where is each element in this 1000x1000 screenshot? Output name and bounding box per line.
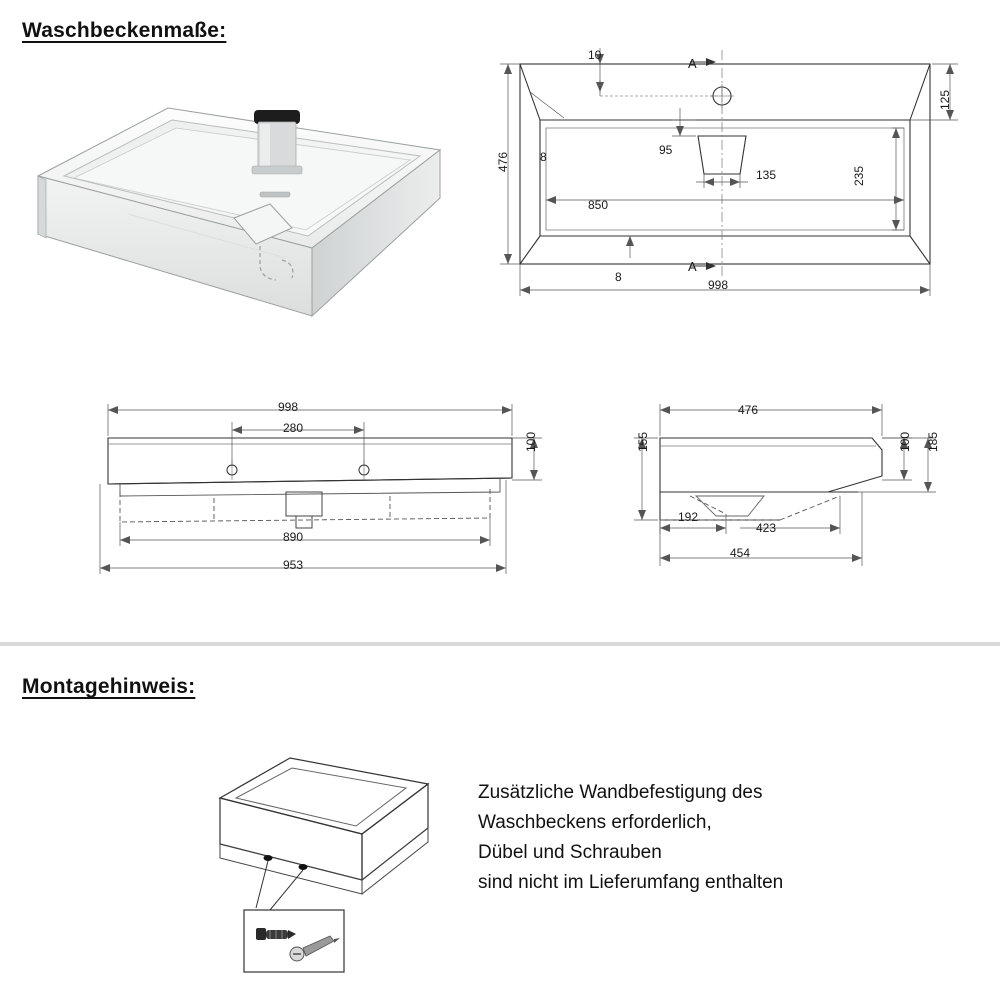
note-line-3: Dübel und Schrauben <box>478 842 662 863</box>
dim-side-423: 423 <box>756 521 777 535</box>
dim-top-135: 135 <box>756 168 777 182</box>
dim-side-185: 185 <box>926 431 940 452</box>
dim-front-998: 998 <box>278 400 299 414</box>
section-marker-a-top: A <box>688 56 697 71</box>
dim-front-280: 280 <box>283 421 304 435</box>
mounting-note <box>478 778 928 898</box>
sink-photo <box>20 48 460 318</box>
dim-side-100: 100 <box>898 431 912 452</box>
dim-front-100: 100 <box>524 431 538 452</box>
dim-side-476: 476 <box>738 403 759 417</box>
dim-top-8-bottom: 8 <box>615 270 622 284</box>
dim-side-155: 155 <box>636 431 650 452</box>
dim-front-890: 890 <box>283 530 304 544</box>
note-line-4: sind nicht im Lieferumfang enthalten <box>478 872 784 893</box>
dim-top-235: 235 <box>852 165 866 186</box>
dim-side-454: 454 <box>730 546 751 560</box>
mounting-sketch <box>200 740 460 980</box>
top-view-drawing <box>500 40 970 310</box>
front-view-drawing <box>90 400 560 590</box>
dim-top-8-left: 8 <box>540 150 547 164</box>
page-title-mounting: Montagehinweis: <box>22 675 196 698</box>
dim-top-998: 998 <box>708 278 729 292</box>
dim-side-192: 192 <box>678 510 699 524</box>
dim-top-10: 10 <box>588 48 602 62</box>
side-view-drawing <box>630 400 950 590</box>
dim-top-476: 476 <box>496 151 510 172</box>
section-divider <box>0 642 1000 646</box>
dim-front-953: 953 <box>283 558 304 572</box>
dim-top-850: 850 <box>588 198 609 212</box>
page-title-dimensions: Waschbeckenmaße: <box>22 19 227 42</box>
dim-top-125: 125 <box>938 89 952 110</box>
note-line-1: Zusätzliche Wandbefestigung des <box>478 782 763 803</box>
section-marker-a-bottom: A <box>688 259 697 274</box>
dim-top-95: 95 <box>659 143 673 157</box>
note-line-2: Waschbeckens erforderlich, <box>478 812 712 833</box>
